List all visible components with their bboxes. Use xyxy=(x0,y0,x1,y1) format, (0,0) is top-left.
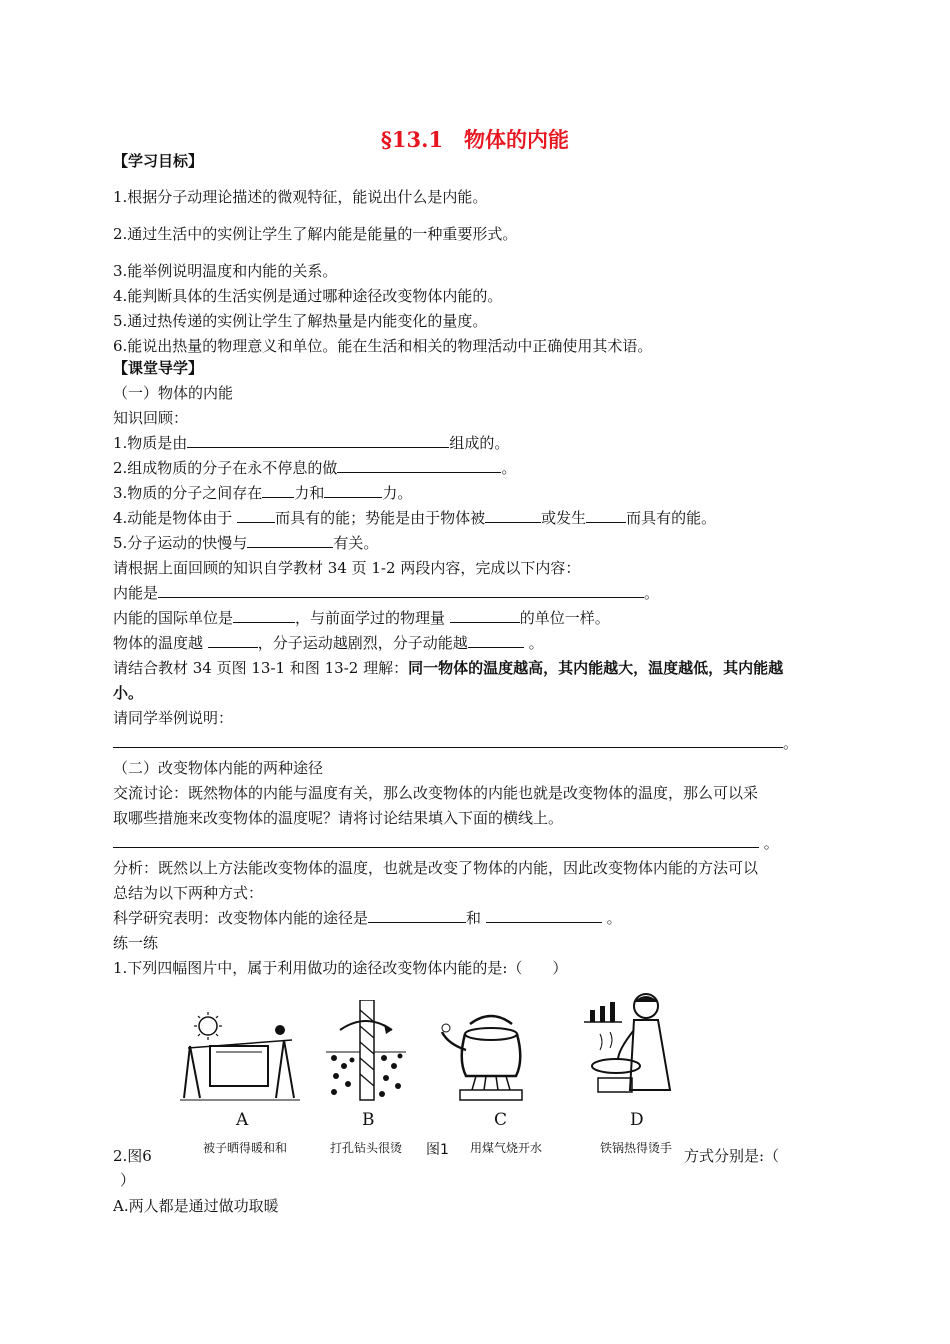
answer-blank[interactable] xyxy=(337,458,501,473)
answer-blank[interactable] xyxy=(233,608,295,623)
objective-6: 6.能说出热量的物理意义和单位。能在生活和相关的物理活动中正确使用其术语。 xyxy=(113,337,653,355)
answer-blank[interactable] xyxy=(324,483,382,498)
question-5: 5.分子运动的快慢与 有关。 xyxy=(113,534,379,552)
answer-blank[interactable] xyxy=(450,608,520,623)
definition-line: 内能是 。 xyxy=(113,584,660,602)
answer-blank[interactable] xyxy=(237,508,275,523)
practice-label: 练一练 xyxy=(113,934,159,952)
objective-2: 2.通过生活中的实例让学生了解内能是能量的一种重要形式。 xyxy=(113,225,518,243)
caption-d: 铁锅热得烫手 xyxy=(600,1141,673,1155)
question-3: 3.物质的分子之间存在 力和 力。 xyxy=(113,484,413,502)
question-2: 2.组成物质的分子在永不停息的做 。 xyxy=(113,459,517,477)
answer-blank[interactable] xyxy=(158,583,644,598)
discussion-line-1: 交流讨论：既然物体的内能与温度有关，那么改变物体的内能也就是改变物体的温度，那么可以采 xyxy=(113,784,759,802)
discussion-answer-line: 。 xyxy=(113,833,779,853)
review-label: 知识回顾： xyxy=(113,409,189,427)
answer-blank[interactable] xyxy=(208,633,258,648)
exercise-2-paren: ） xyxy=(120,1171,136,1189)
answer-blank[interactable] xyxy=(368,908,466,923)
quilt-drying-picture xyxy=(180,1010,300,1105)
self-study-instruction: 请根据上面回顾的知识自学教材 34 页 1-2 两段内容，完成以下内容： xyxy=(113,559,581,577)
option-a: A.两人都是通过做功取暖 xyxy=(113,1197,279,1215)
objective-3: 3.能举例说明温度和内能的关系。 xyxy=(113,262,338,280)
exercise-1: 1.下列四幅图片中，属于利用做功的途径改变物体内能的是:（ ） xyxy=(113,959,568,977)
question-1: 1.物质是由 组成的。 xyxy=(113,434,510,452)
discussion-line-2: 取哪些措施来改变物体的温度呢？请将讨论结果填入下面的横线上。 xyxy=(113,809,564,827)
answer-blank[interactable] xyxy=(187,433,449,448)
answer-blank[interactable] xyxy=(468,633,524,648)
analysis-line-2: 总结为以下两种方式： xyxy=(113,884,264,902)
question-4: 4.动能是物体由于 而具有的能；势能是由于物体被 或发生 而具有的能。 xyxy=(113,509,717,527)
answer-blank[interactable] xyxy=(586,508,626,523)
figure-number: 图1 xyxy=(426,1142,449,1158)
example-prompt: 请同学举例说明： xyxy=(113,709,234,727)
answer-blank[interactable] xyxy=(486,908,602,923)
example-answer-line: 。 xyxy=(113,733,798,753)
temperature-line: 物体的温度越 ，分子运动越剧烈，分子动能越 。 xyxy=(113,634,544,652)
drill-bit-picture xyxy=(326,1000,406,1105)
exercise-2-end: 方式分别是:（ xyxy=(684,1147,780,1165)
caption-b: 打孔钻头很烫 xyxy=(330,1141,403,1155)
objective-4: 4.能判断具体的生活实例是通过哪种途径改变物体内能的。 xyxy=(113,287,503,305)
answer-blank[interactable] xyxy=(262,483,294,498)
caption-a: 被子晒得暖和和 xyxy=(203,1141,288,1155)
guide-header: 【课堂导学】 xyxy=(113,359,204,377)
exercise-2-start: 2.图6 xyxy=(113,1147,152,1165)
figure-reference-line: 请结合教材 34 页图 13-1 和图 13-2 理解：同一物体的温度越高，其内能越大，温度越低，其内能越 xyxy=(113,659,784,677)
figure-label-b: B xyxy=(362,1110,375,1130)
figure-label-a: A xyxy=(236,1110,249,1130)
objective-5: 5.通过热传递的实例让学生了解热量是内能变化的量度。 xyxy=(113,312,488,330)
figure-reference-line-2: 小。 xyxy=(113,684,144,702)
answer-blank[interactable] xyxy=(247,533,333,548)
unit-line: 内能的国际单位是 ，与前面学过的物理量 的单位一样。 xyxy=(113,609,610,627)
kettle-picture xyxy=(436,1010,546,1105)
figure-label-c: C xyxy=(494,1110,508,1130)
figure-label-d: D xyxy=(630,1110,644,1130)
page-title: §13.1 物体的内能 xyxy=(380,127,570,152)
part1-heading: （一）物体的内能 xyxy=(113,384,234,402)
objective-1: 1.根据分子动理论描述的微观特征，能说出什么是内能。 xyxy=(113,188,488,206)
answer-blank[interactable] xyxy=(485,508,541,523)
caption-c: 用煤气烧开水 xyxy=(470,1141,543,1155)
answer-blank[interactable] xyxy=(113,733,783,748)
part2-heading: （二）改变物体内能的两种途径 xyxy=(113,759,324,777)
answer-blank[interactable] xyxy=(113,833,759,848)
science-line: 科学研究表明：改变物体内能的途径是 和 。 xyxy=(113,909,622,927)
objectives-header: 【学习目标】 xyxy=(113,152,204,170)
analysis-line-1: 分析：既然以上方法能改变物体的温度，也就是改变了物体的内能，因此改变物体内能的方法可以 xyxy=(113,859,759,877)
cooking-picture xyxy=(578,990,678,1105)
